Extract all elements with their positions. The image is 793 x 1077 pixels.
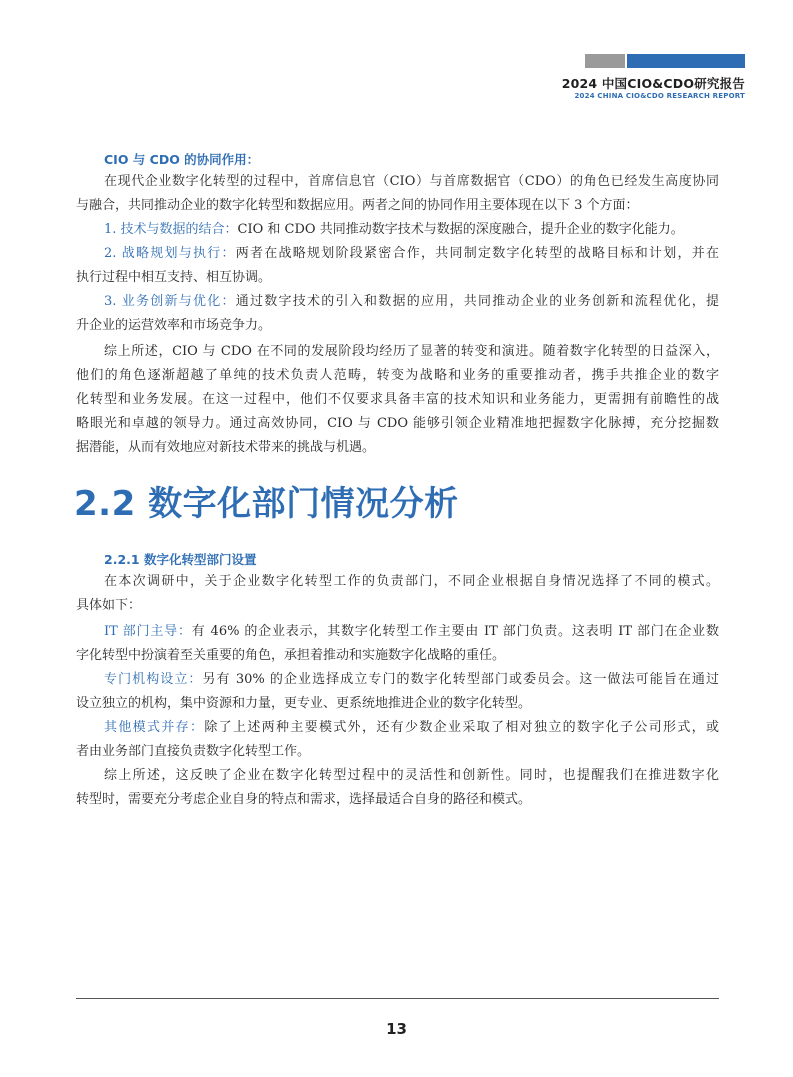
paragraph-line: 与融合，共同推动企业的数字化转型和数据应用。两者之间的协同作用主要体现在以下 3 个方面：	[76, 198, 639, 213]
mode-item-it	[76, 620, 719, 644]
paragraph-line: 具体如下：	[76, 598, 142, 613]
mode-item-text: 除了上述两种主要模式外，还有少数企业采取了相对独立的数字化子公司形式，或	[204, 720, 719, 735]
page-number: 13	[386, 1020, 407, 1038]
summary-line: 他们的角色逐渐超越了单纯的技术负责人范畴，转变为战略和业务的重要推动者，携手共推企业的数字	[76, 368, 719, 383]
mode-item-other	[76, 716, 719, 740]
header-bar-blue	[627, 54, 745, 68]
list-item-label: 2. 战略规划与执行：	[104, 246, 236, 261]
report-subtitle: 2024 CHINA CIO&CDO RESEARCH REPORT	[574, 92, 745, 100]
mode-item-text: 另有 30% 的企业选择成立专门的数字化转型部门或委员会。这一做法可能旨在通过	[202, 672, 719, 687]
list-item-text: 执行过程中相互支持、相互协调。	[76, 270, 272, 285]
list-item-tech-data	[76, 218, 719, 242]
summary-line: 略眼光和卓越的领导力。通过高效协同，CIO 与 CDO 能够引领企业精准地把握数字化脉搏，充分挖掘数	[76, 416, 719, 431]
list-item-label: 1. 技术与数据的结合：	[104, 222, 238, 237]
section-heading-collaboration: CIO 与 CDO 的协同作用：	[104, 152, 260, 167]
footer-divider	[76, 998, 719, 999]
mode-item-dedicated	[76, 668, 719, 692]
paragraph-line: 在本次调研中，关于企业数字化转型工作的负责部门，不同企业根据自身情况选择了不同的模式。	[104, 574, 719, 589]
summary-line: 综上所述，CIO 与 CDO 在不同的发展阶段均经历了显著的转变和演进。随着数字化转型的日益深入，	[104, 344, 719, 359]
list-item-strategy	[76, 242, 719, 266]
mode-item-text: 字化转型中扮演着至关重要的角色，承担着推动和实施数字化战略的重任。	[76, 648, 506, 663]
list-item-text: CIO 和 CDO 共同推动数字技术与数据的深度融合，提升企业的数字化能力。	[237, 222, 684, 237]
list-item-text: 两者在战略规划阶段紧密合作，共同制定数字化转型的战略目标和计划，并在	[235, 246, 719, 261]
section-title: 2.2 数字化部门情况分析	[74, 484, 459, 524]
list-item-text: 通过数字技术的引入和数据的应用，共同推动企业的业务创新和流程优化，提	[235, 294, 719, 309]
header-bar-gray	[585, 54, 625, 68]
mode-item-text: 有 46% 的企业表示，其数字化转型工作主要由 IT 部门负责。这表明 IT 部门在企业数	[191, 624, 719, 639]
mode-item-text: 设立独立的机构，集中资源和力量，更专业、更系统地推进企业的数字化转型。	[76, 696, 532, 711]
summary-line: 综上所述，这反映了企业在数字化转型过程中的灵活性和创新性。同时，也提醒我们在推进数字化	[104, 768, 719, 783]
list-item-text: 升企业的运营效率和市场竞争力。	[76, 318, 272, 333]
mode-item-text: 者由业务部门直接负责数字化转型工作。	[76, 744, 311, 759]
paragraph-line: 在现代企业数字化转型的过程中，首席信息官（CIO）与首席数据官（CDO）的角色已经发生高度协同	[104, 174, 719, 189]
mode-item-label: 专门机构设立：	[104, 672, 203, 687]
mode-item-label: IT 部门主导：	[104, 624, 192, 639]
summary-line: 化转型和业务发展。在这一过程中，他们不仅要求具备丰富的技术知识和业务能力，更需拥有前瞻性的战	[76, 392, 719, 407]
summary-line: 转型时，需要充分考虑企业自身的特点和需求，选择最适合自身的路径和模式。	[76, 792, 532, 807]
list-item-innovation	[76, 290, 719, 314]
subsection-title: 2.2.1 数字化转型部门设置	[104, 552, 257, 567]
list-item-label: 3. 业务创新与优化：	[104, 294, 236, 309]
mode-item-label: 其他模式并存：	[104, 720, 205, 735]
report-title: 2024 中国CIO&CDO研究报告	[561, 76, 745, 91]
summary-line: 据潜能，从而有效地应对新技术带来的挑战与机遇。	[76, 440, 376, 455]
